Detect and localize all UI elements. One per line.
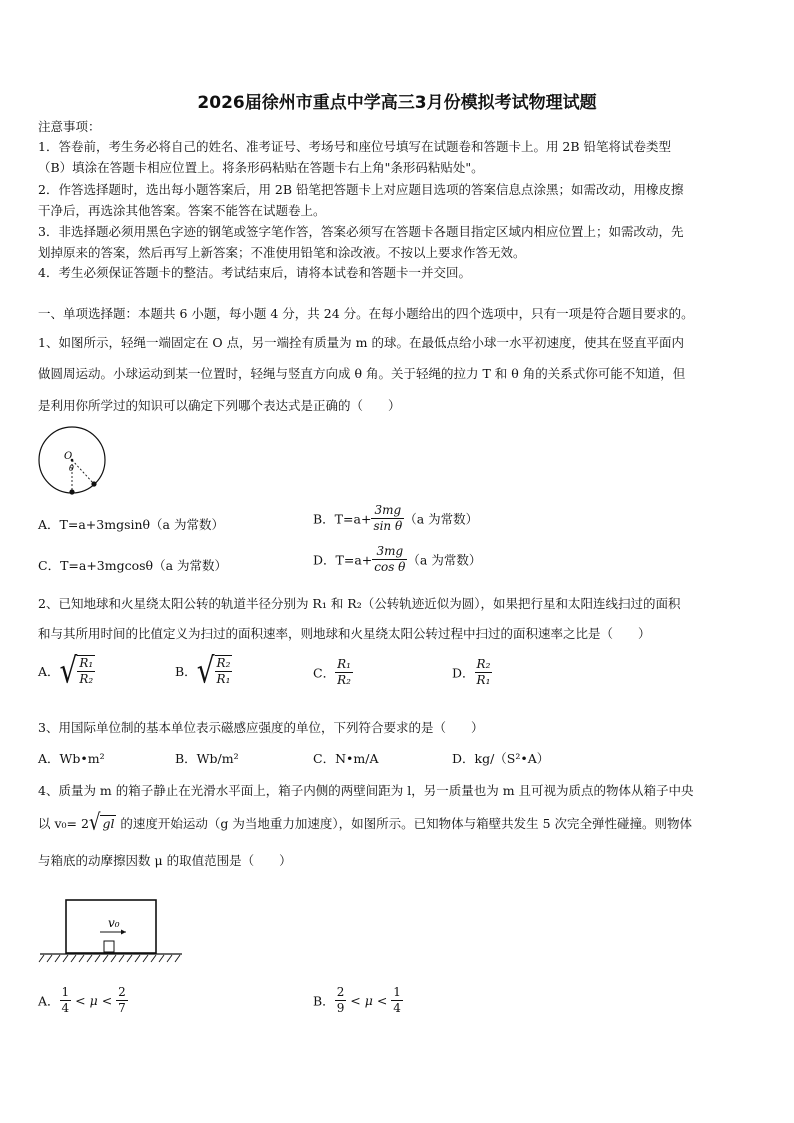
fraction bbox=[215, 656, 233, 687]
small-block bbox=[104, 941, 114, 952]
sqrt bbox=[59, 649, 96, 691]
option-label: B． bbox=[175, 664, 197, 679]
q4-box-diagram bbox=[38, 898, 184, 968]
numerator: 2 bbox=[336, 985, 345, 999]
q1-stem-line: 是利用你所学过的知识可以确定下列哪个表达式是正确的（ ） bbox=[38, 398, 401, 413]
q3-option-d[interactable]: D．kg/（S²•A） bbox=[452, 751, 550, 766]
numerator: R₁ bbox=[79, 656, 94, 670]
denominator: 4 bbox=[61, 1001, 70, 1015]
notice-heading: 注意事项： bbox=[38, 119, 101, 134]
option-label: A． bbox=[38, 664, 60, 679]
fraction bbox=[335, 657, 353, 688]
numerator: 3mg bbox=[371, 503, 404, 519]
q3-option-a[interactable]: A．Wb•m² bbox=[38, 751, 105, 766]
ground-hatching bbox=[39, 955, 180, 962]
numerator: R₁ bbox=[337, 657, 351, 671]
option-label: A． bbox=[38, 993, 60, 1009]
radicand bbox=[77, 655, 95, 687]
q4-line2-suffix: 的速度开始运动（g 为当地重力加速度），如图所示。已知物体与箱壁共发生 5 次完全弹性碰撞。则物体 bbox=[116, 816, 693, 831]
notice-line: 划掉原来的答案，然后再写上新答案；不准使用铅笔和涂改液。不按以上要求作答无效。 bbox=[38, 245, 526, 260]
q2-option-c[interactable] bbox=[313, 657, 353, 688]
q2-option-b[interactable] bbox=[175, 649, 232, 691]
denominator: R₁ bbox=[476, 673, 491, 687]
numerator: R₂ bbox=[476, 657, 491, 671]
q3-option-b[interactable]: B．Wb/m² bbox=[175, 751, 239, 766]
q4-line2-prefix: 以 v₀= 2 bbox=[38, 816, 89, 831]
fraction bbox=[60, 985, 72, 1016]
fraction bbox=[371, 503, 404, 534]
q2-stem-line: 和与其所用时间的比值定义为扫过的面积速率，则地球和火星绕太阳公转过程中扫过的面积速率之比是（ ） bbox=[38, 626, 651, 641]
numerator: 3mg bbox=[372, 544, 407, 560]
radical-sign: √ bbox=[59, 649, 78, 691]
q3-option-c[interactable]: C．N•m/A bbox=[313, 751, 379, 766]
numerator: 1 bbox=[393, 985, 401, 999]
radicand bbox=[215, 655, 233, 687]
q2-stem-line: 2、已知地球和火星绕太阳公转的轨道半径分别为 R₁ 和 R₂（公转轨迹近似为圆），如果把行星和太阳连线扫过的面积 bbox=[38, 596, 681, 611]
fraction bbox=[116, 985, 128, 1016]
numerator: R₂ bbox=[216, 656, 231, 670]
q2-option-d[interactable] bbox=[452, 657, 492, 688]
q4-option-a[interactable] bbox=[38, 985, 128, 1016]
option-d-prefix: D．T=a+ bbox=[313, 552, 373, 568]
notice-line: 1．答卷前，考生务必将自己的姓名、准考证号、考场号和座位号填写在试题卷和答题卡上。用 2B 铅笔将试卷类型 bbox=[38, 139, 672, 154]
q1-option-c[interactable]: C．T=a+3mgcosθ（a 为常数） bbox=[38, 558, 228, 573]
fraction bbox=[391, 985, 403, 1016]
fraction bbox=[475, 657, 493, 688]
ball bbox=[91, 481, 96, 486]
q1-stem-line: 做圆周运动。小球运动到某一位置时，轻绳与竖直方向成 θ 角。关于轻绳的拉力 T 和 θ 角的关系式你可能不知道，但 bbox=[38, 366, 686, 381]
radical-sign: √ bbox=[88, 809, 101, 836]
notice-line: 3．非选择题必须用黑色字迹的钢笔或签字笔作答，答案必须写在答题卡各题目指定区域内相应位置上；如需改动，先 bbox=[38, 224, 684, 239]
sqrt bbox=[88, 809, 116, 836]
fraction bbox=[372, 544, 407, 575]
option-label: B． bbox=[313, 993, 335, 1009]
denominator: cos θ bbox=[374, 560, 406, 574]
radical-sign: √ bbox=[196, 649, 215, 691]
q4-stem-line: 4、质量为 m 的箱子静止在光滑水平面上，箱子内侧的两壁间距为 l，另一质量也为 m 且可视为质点的物体从箱子中央 bbox=[38, 783, 694, 798]
fraction bbox=[335, 985, 347, 1016]
denominator: 4 bbox=[393, 1001, 401, 1015]
notice-line: 2．作答选择题时，选出每小题答案后，用 2B 铅笔把答题卡上对应题目选项的答案信息点涂黑；如需改动，用橡皮擦 bbox=[38, 182, 684, 197]
denominator: sin θ bbox=[373, 519, 403, 533]
denominator: R₂ bbox=[337, 673, 351, 687]
denominator: R₂ bbox=[79, 672, 94, 686]
denominator: R₁ bbox=[216, 672, 231, 686]
label-O: O bbox=[64, 451, 73, 462]
denominator: 7 bbox=[118, 1001, 126, 1015]
option-d-suffix: （a 为常数） bbox=[407, 552, 482, 568]
arrowhead bbox=[121, 930, 126, 935]
sqrt bbox=[196, 649, 233, 691]
rope-line bbox=[72, 460, 94, 484]
section-heading: 一、单项选择题：本题共 6 小题，每小题 4 分，共 24 分。在每小题给出的四个选项中，只有一项是符合题目要求的。 bbox=[38, 306, 694, 321]
q1-circle-diagram bbox=[36, 426, 110, 498]
q1-option-b[interactable] bbox=[313, 503, 478, 534]
page-title: 2026届徐州市重点中学高三3月份模拟考试物理试题 bbox=[197, 93, 597, 113]
q1-option-a[interactable]: A．T=a+3mgsinθ（a 为常数） bbox=[38, 517, 224, 532]
q1-option-d[interactable] bbox=[313, 544, 481, 575]
ball-bottom bbox=[69, 489, 74, 494]
notice-line: 4．考生必须保证答题卡的整洁。考试结束后，请将本试卷和答题卡一并交回。 bbox=[38, 265, 471, 280]
inequality: < μ < bbox=[71, 993, 117, 1008]
numerator: 1 bbox=[61, 985, 70, 999]
denominator: 9 bbox=[336, 1001, 345, 1015]
q3-stem: 3、用国际单位制的基本单位表示磁感应强度的单位，下列符合要求的是（ ） bbox=[38, 720, 484, 735]
option-label: C． bbox=[313, 665, 336, 681]
q4-option-b[interactable] bbox=[313, 985, 403, 1016]
option-label: D． bbox=[452, 665, 475, 681]
q4-stem-line: 与箱底的动摩擦因数 μ 的取值范围是（ ） bbox=[38, 853, 292, 868]
q1-stem-line: 1、如图所示，轻绳一端固定在 O 点，另一端拴有质量为 m 的球。在最低点给小球一水平初速度，使其在竖直平面内 bbox=[38, 335, 684, 350]
q4-stem-line bbox=[38, 809, 693, 836]
label-v0: v₀ bbox=[108, 916, 120, 930]
notice-line: 干净后，再选涂其他答案。答案不能答在试题卷上。 bbox=[38, 203, 326, 218]
q2-option-a[interactable] bbox=[38, 649, 95, 691]
radicand: gl bbox=[102, 816, 115, 831]
fraction bbox=[77, 656, 95, 687]
notice-line: （B）填涂在答题卡相应位置上。将条形码粘贴在答题卡右上角"条形码粘贴处"。 bbox=[38, 160, 484, 175]
numerator: 2 bbox=[118, 985, 126, 999]
option-b-suffix: （a 为常数） bbox=[404, 511, 479, 527]
option-b-prefix: B．T=a+ bbox=[313, 511, 372, 527]
label-theta: θ bbox=[69, 464, 74, 473]
inequality: < μ < bbox=[346, 993, 392, 1008]
